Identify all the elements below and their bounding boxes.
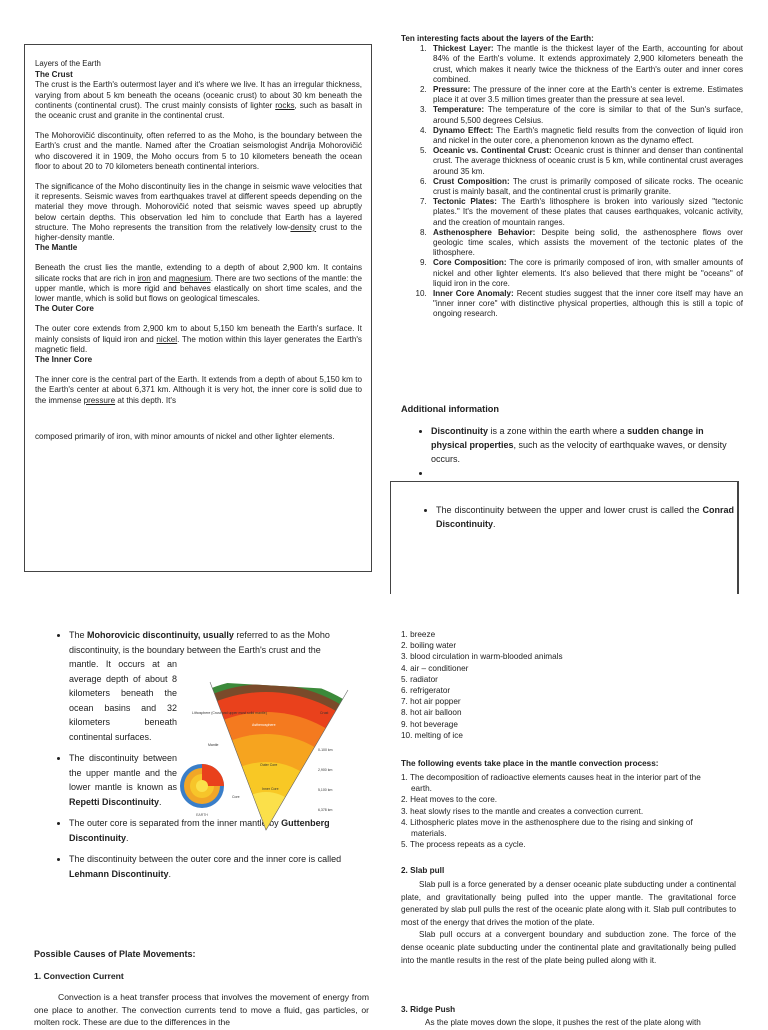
convection-heading: 1. Convection Current: [34, 971, 124, 981]
facts-section: [398, 34, 743, 320]
fact-item: 2. Pressure: The pressure of the inner core at the Earth's center is extreme. Estimates place it at over 3.5 million times greater than the pressure at sea level.: [429, 85, 743, 105]
list-item: 9. hot beverage: [401, 719, 458, 729]
earth-layers-diagram: [172, 668, 372, 838]
lithosphere-label: Lithosphere (Crust and upper most solid mantle): [192, 711, 267, 715]
slab-pull-paragraph-1: Slab pull is a force generated by a denser oceanic plate subducting under a continental plate, and gravitationally being pulled into the upper mantle. The gravitational force generated by slab pull pulls the rest of the oceanic plate along with it. Slab pull contributes to most of the energy that drives the motion of the plate.: [401, 880, 736, 927]
mantle-heading: The Mantle: [35, 243, 78, 253]
mantle-paragraph: Beneath the crust lies the mantle, extending to a depth of about 2,900 km. It contains silicate rocks that are rich in iron and magnesium. There are two sections of the mantle: the upper mantle, which is more rigid and behaves elastically on short time scales, and the lower mantle, which is solid but flows on geological timescales.: [35, 263, 363, 304]
list-item-empty: [431, 466, 735, 480]
list-item: 3. heat slowly rises to the mantle and creates a convection current.: [401, 806, 644, 816]
depth-label-1: 0-100 km: [318, 748, 333, 752]
textbox-edge: [734, 481, 738, 594]
list-item: 7. hot air popper: [401, 697, 461, 707]
list-item: 5. radiator: [401, 674, 438, 684]
ridge-push-heading: 3. Ridge Push: [401, 1005, 456, 1014]
convection-examples-list: [401, 629, 741, 741]
causes-heading: Possible Causes of Plate Movements:: [34, 949, 196, 959]
crust-paragraph-2: The Mohorovičić discontinuity, often referred to as the Moho, is the boundary between the Earth's crust and the mantle. Named after the Croatian seismologist Andrija Mohorovičić who discovered it in 1909, the Moho occurs from 5 to 10 kilometers beneath the ocean floor to about 20 to 70 kilometers beneath continental interiors.: [35, 131, 362, 171]
earth-label: EARTH: [196, 813, 208, 817]
list-item: • The outer core is separated from the inner mantle by Guttenberg Discontinuity.: [69, 816, 370, 845]
list-item: 4. air – conditioner: [401, 663, 469, 673]
fact-item: 6. Crust Composition: The crust is primarily composed of silicate rocks. The oceanic crust is mainly basalt, and the continental crust is primarily granite.: [429, 177, 743, 197]
inner-core-label: Inner Core: [262, 787, 279, 791]
additional-info-heading: Additional information: [401, 404, 499, 414]
fact-item: 8. Asthenosphere Behavior: Despite being solid, the asthenosphere flows over geologic time scales, which assists the movement of the tectonic plates of the lithosphere.: [429, 228, 743, 259]
crust-paragraph-3: The significance of the Moho discontinuity lies in the change in seismic wave velocities that it represents. Seismic waves from earthquakes travel at different speeds depending on the material they move through. Mohorovičić noted that seismic waves speed up abruptly below certain depths. This observation led him to conclude that Earth has a layered structure. The Moho represents the transition from the relatively low-density crust to the higher-density mantle.: [35, 182, 362, 243]
events-list: [401, 772, 736, 850]
outer-core-paragraph: The outer core extends from 2,900 km to about 5,150 km beneath the Earth's surface. It mainly consists of liquid iron and nickel. The motion within this layer generates the Earth's magnetic field.: [35, 324, 362, 354]
layers-title: Layers of the Earth: [35, 59, 101, 68]
conrad-text: [418, 503, 734, 531]
list-item: • The discontinuity between the upper mantle and the lower mantle is known as Repetti Discontinuity.: [69, 751, 370, 809]
depth-label-3: 5,100 km: [318, 788, 333, 792]
fact-item: 9. Core Composition: The core is primarily composed of iron, with smaller amounts of nickel and other lighter elements. It's also believed that there might be "oceans" of liquid iron in the core.: [429, 258, 743, 289]
inner-core-paragraph-2: composed primarily of iron, with minor amounts of nickel and other lighter elements.: [35, 431, 335, 441]
list-item: • The Mohorovicic discontinuity, usually referred to as the Moho discontinuity, is the boundary between the Earth's crust and the mantle. It occurs at an average depth of about 8 kilometers beneath the ocean basins and 32 kilometers beneath continental surfaces.: [69, 628, 370, 744]
list-item: 8. hot air balloon: [401, 708, 462, 718]
depth-label-4: 6,378 km: [318, 808, 333, 812]
density-link[interactable]: density: [290, 222, 317, 232]
conrad-textbox: [390, 481, 739, 594]
facts-heading: Ten interesting facts about the layers of the Earth:: [401, 34, 594, 43]
list-item: 1. The decomposition of radioactive elements causes heat in the interior part of the earth.: [401, 773, 701, 794]
nickel-link[interactable]: nickel: [156, 334, 178, 344]
list-item: 2. Heat moves to the core.: [401, 795, 498, 805]
pressure-link[interactable]: pressure: [83, 395, 116, 405]
list-item: 10. melting of ice: [401, 730, 463, 740]
inner-core-paragraph: The inner core is the central part of the Earth. It extends from a depth of about 5,150 km to the Earth's center at about 6,371 km. Although it is very hot, the inner core is solid due to the immense pressure at this depth. It's: [35, 375, 362, 405]
mantle-label: Mantle: [208, 743, 219, 747]
fact-item: 3. Temperature: The temperature of the core is similar to that of the Sun's surface, around 5,500 degrees Celsius.: [429, 105, 743, 125]
ridge-push-paragraph: As the plate moves down the slope, it pushes the rest of the plate along with: [425, 1018, 701, 1027]
additional-info-list: [415, 424, 735, 480]
fact-item: 10. Inner Core Anomaly: Recent studies suggest that the inner core itself may have an "inner inner core" with distinctive physical properties, although this is still a topic of ongoing research.: [429, 289, 743, 320]
convection-paragraph: Convection is a heat transfer process that involves the movement of energy from one place to another. The convection currents tend to move a fluid, gas particles, or molten rock. These are due to the differences in the: [34, 992, 369, 1027]
outer-core-label: Outer Core: [260, 763, 278, 767]
slab-pull-text: [401, 879, 736, 967]
list-item: • Discontinuity is a zone within the earth where a sudden change in physical properties, such as the velocity of earthquake waves, or density occurs.: [431, 424, 735, 466]
list-item: • The discontinuity between the outer core and the inner core is called Lehmann Discontinuity.: [69, 852, 370, 881]
inner-core-heading: The Inner Core: [35, 355, 93, 365]
list-item: • The discontinuity between the upper and lower crust is called the Conrad Discontinuity.: [436, 503, 734, 531]
slab-pull-paragraph-2: Slab pull occurs at a convergent boundary and subduction zone. The force of the dense oceanic plate subducting under the continental plate and gravitationally being pulled into the mantle results in the rest of the plate being pulled along with it.: [401, 930, 736, 965]
depth-label-2: 2,900 km: [318, 768, 333, 772]
list-item: 2. boiling water: [401, 641, 457, 651]
list-item: 1. breeze: [401, 630, 436, 639]
crust-paragraph-1: The crust is the Earth's outermost layer and it's where we live. It has an irregular thickness, varying from about 5 km beneath the oceans (oceanic crust) to about 30 km beneath the continents (continental crust). The crust mainly consists of lighter rocks, such as basalt in the oceanic crust and granite in the continental crust.: [35, 80, 362, 121]
fact-item: 5. Oceanic vs. Continental Crust: Oceanic crust is thinner and denser than continental crust. The average thickness of oceanic crust is 5 km, while continental crust averages around 35 km.: [429, 146, 743, 177]
crust-label: Crust: [320, 711, 329, 715]
fact-item: 4. Dynamo Effect: The Earth's magnetic field results from the convection of liquid iron and nickel in the outer core, a phenomenon known as the dynamo effect.: [429, 126, 743, 146]
events-heading: The following events take place in the mantle convection process:: [401, 759, 659, 768]
iron-link[interactable]: iron: [137, 273, 151, 283]
fact-item: 1. Thickest Layer: The mantle is the thickest layer of the Earth, accounting for about 84% of the Earth's volume. It extends approximately 2,900 kilometers beneath the crust, which makes it nearly twice the thickness of the Earth's outer and inner cores combined.: [429, 44, 743, 85]
core-label: Core: [232, 795, 240, 799]
list-item: 5. The process repeats as a cycle.: [401, 840, 526, 850]
fact-item: 7. Tectonic Plates: The Earth's lithosphere is broken into variously sized "tectonic plates." It's the movement of these plates that causes earthquakes, volcanic activity, and the creation of mountain ranges.: [429, 197, 743, 228]
layers-textbox: [24, 44, 372, 572]
asthenosphere-label: Asthenosphere: [252, 723, 276, 727]
crust-heading: The Crust: [35, 70, 73, 80]
outer-core-heading: The Outer Core: [35, 304, 94, 314]
list-item: 6. refrigerator: [401, 686, 451, 696]
slab-pull-heading: 2. Slab pull: [401, 866, 445, 875]
list-item: 3. blood circulation in warm-blooded animals: [401, 652, 563, 662]
facts-list: [398, 44, 743, 319]
list-item: 4. Lithospheric plates move in the asthenosphere due to the rising and sinking of materials.: [401, 817, 693, 839]
magnesium-link[interactable]: magnesium: [168, 273, 211, 283]
rocks-link[interactable]: rocks: [275, 100, 295, 110]
